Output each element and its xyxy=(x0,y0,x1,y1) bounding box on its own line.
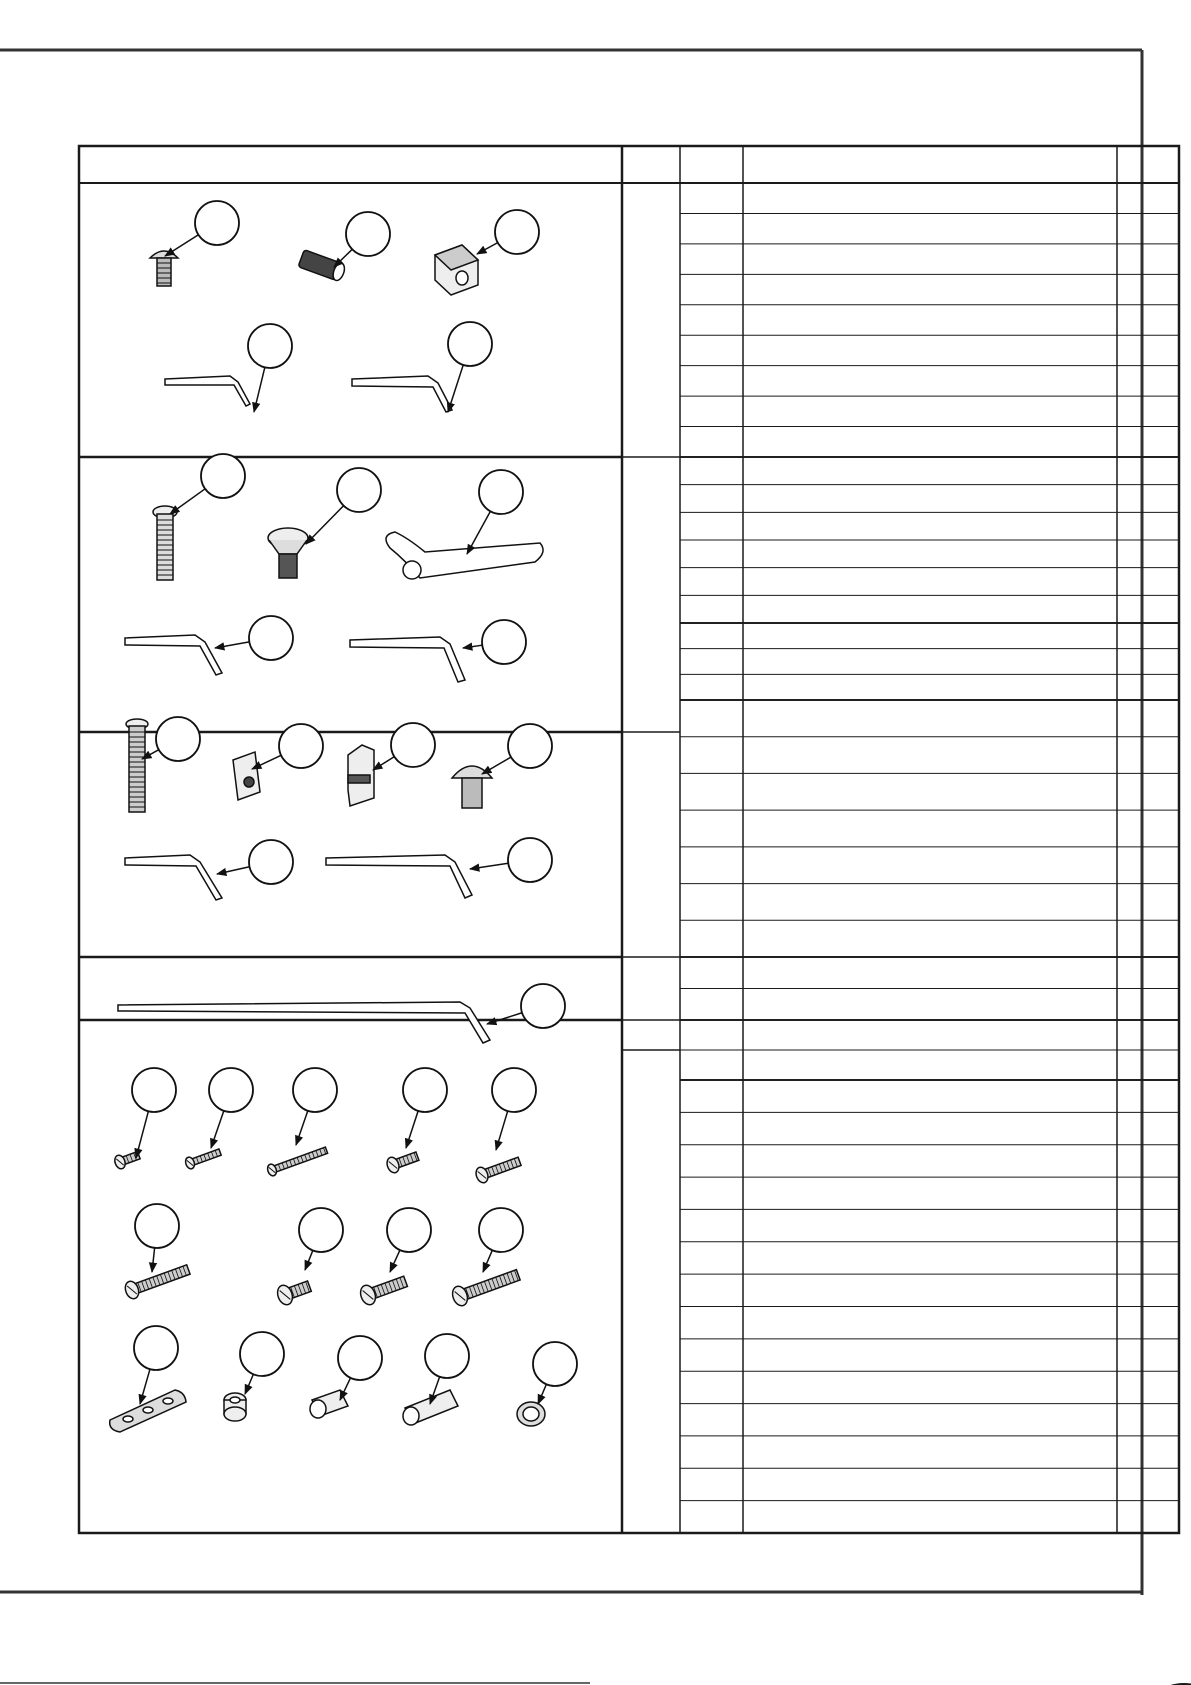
callout-17 xyxy=(487,984,565,1028)
machine-screw-3-icon xyxy=(266,1145,329,1178)
callout-22 xyxy=(492,1068,536,1150)
callout-10 xyxy=(463,620,526,664)
mounting-plate-icon xyxy=(110,1390,186,1432)
hex-key-long-icon xyxy=(118,1002,490,1043)
callout-6 xyxy=(170,454,245,514)
hex-key-group2-a-icon xyxy=(125,635,222,675)
machine-screw-4-icon xyxy=(385,1149,420,1175)
callout-9 xyxy=(215,616,293,660)
button-head-screw-icon xyxy=(150,251,178,286)
socket-cap-bolt-icon xyxy=(126,719,148,812)
countersunk-bolt-short-icon xyxy=(268,528,308,578)
callout-13 xyxy=(373,723,435,770)
hex-key-medium-icon xyxy=(352,376,452,412)
sliding-nut-icon xyxy=(233,752,260,800)
machine-screw-5-icon xyxy=(474,1154,522,1185)
callout-31 xyxy=(533,1342,577,1404)
machine-screw-6-icon xyxy=(123,1261,191,1301)
callout-2 xyxy=(334,212,390,267)
hardware-group-1 xyxy=(150,245,478,412)
callout-20 xyxy=(293,1068,337,1145)
t-slot-nut-icon xyxy=(348,745,374,806)
spanner-wrench-icon xyxy=(386,532,543,579)
machine-screw-9-icon xyxy=(450,1265,522,1307)
callout-16 xyxy=(470,838,552,882)
washer-icon xyxy=(517,1402,545,1426)
callout-7 xyxy=(306,468,381,544)
callout-15 xyxy=(217,840,293,884)
callout-25 xyxy=(387,1208,431,1272)
callout-11 xyxy=(142,717,200,761)
callout-4 xyxy=(248,324,292,412)
grub-screw-icon xyxy=(298,250,346,282)
square-nut-icon xyxy=(435,245,478,295)
hardware-group-2 xyxy=(125,506,543,682)
callout-26 xyxy=(479,1208,523,1272)
spacer-a-icon xyxy=(224,1393,246,1421)
callout-18 xyxy=(132,1068,176,1158)
callout-23 xyxy=(135,1204,179,1272)
parts-table xyxy=(79,146,1179,1533)
callout-19 xyxy=(209,1068,253,1148)
spacer-c-icon xyxy=(403,1390,458,1425)
callout-24 xyxy=(299,1208,343,1270)
callout-3 xyxy=(477,210,539,254)
hex-key-group2-b-icon xyxy=(350,637,465,682)
callout-28 xyxy=(240,1332,284,1394)
callout-8 xyxy=(467,470,523,554)
hex-key-group3-b-icon xyxy=(326,855,472,898)
hex-key-small-icon xyxy=(165,376,250,406)
hex-key-group3-a-icon xyxy=(125,855,222,900)
callout-1 xyxy=(165,201,239,256)
machine-screw-7-icon xyxy=(275,1277,313,1307)
machine-screw-8-icon xyxy=(358,1272,409,1307)
page-frame xyxy=(0,50,1142,1683)
callout-21 xyxy=(403,1068,447,1148)
callout-29 xyxy=(338,1336,382,1400)
countersunk-bolt-long-icon xyxy=(153,506,177,580)
callout-5 xyxy=(448,322,492,412)
machine-screw-2-icon xyxy=(184,1146,222,1170)
